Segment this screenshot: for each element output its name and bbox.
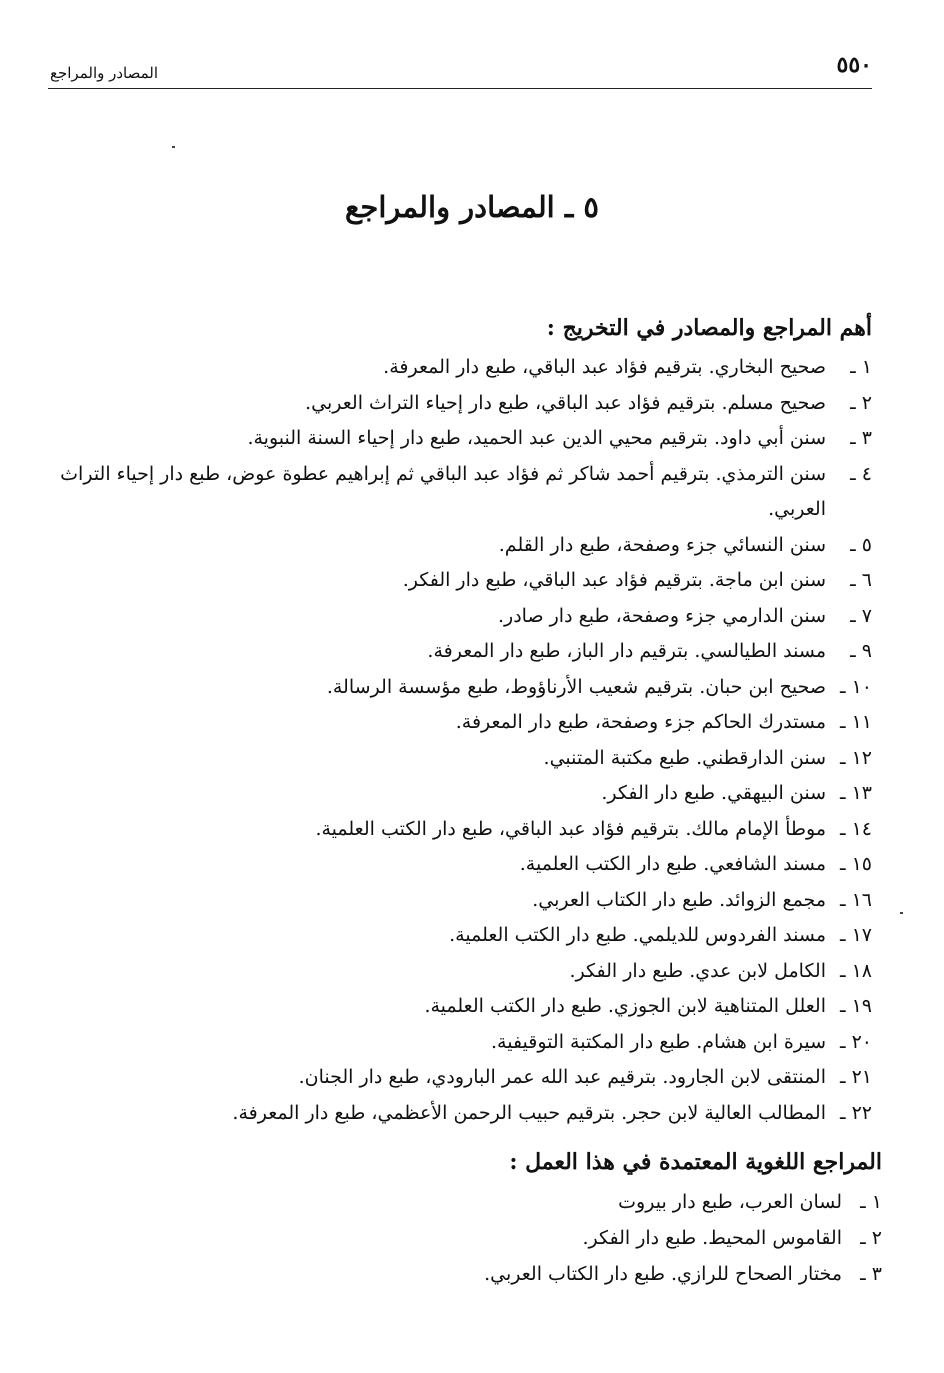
item-text: سنن الدارمي جزء وصفحة، طبع دار صادر. (497, 604, 826, 627)
page-number: ٥٥٠ (836, 52, 872, 78)
section-heading: المراجع اللغوية المعتمدة في هذا العمل : (509, 1149, 882, 1175)
list-item (50, 1220, 882, 1256)
list-item (50, 457, 872, 528)
item-text: العلل المتناهية لابن الجوزي. طبع دار الكتب العلمية. (424, 995, 826, 1017)
item-text: مسند الشافعي. طبع دار الكتب العلمية. (519, 853, 826, 875)
item-text: سيرة ابن هشام. طبع دار المكتبة التوقيفية. (490, 1030, 826, 1053)
item-number: ٢ ـ (860, 1227, 882, 1249)
item-text: موطأ الإمام مالك. بترقيم فؤاد عبد الباقي، طبع دار الكتب العلمية. (315, 817, 826, 840)
list-item (50, 1060, 872, 1096)
item-text: مختار الصحاح للرازي. طبع دار الكتاب العربي. (484, 1263, 842, 1285)
list-item (50, 812, 872, 848)
page-header (48, 48, 872, 89)
item-text: صحيح ابن حبان. بترقيم شعيب الأرناؤوط، طبع مؤسسة الرسالة. (326, 675, 826, 698)
item-number: ٩ ـ (850, 640, 872, 662)
item-text: الكامل لابن عدي. طبع دار الفكر. (569, 959, 826, 982)
item-text: مسند الطيالسي. بترقيم دار الباز، طبع دار المعرفة. (427, 640, 826, 662)
item-text: المطالب العالية لابن حجر. بترقيم حبيب الرحمن الأعظمي، طبع دار المعرفة. (232, 1101, 826, 1124)
item-number: ١١ ـ (839, 711, 872, 733)
item-number: ٣ ـ (850, 427, 872, 449)
item-text: صحيح مسلم. بترقيم فؤاد عبد الباقي، طبع دار إحياء التراث العربي. (305, 391, 826, 414)
item-number: ٤ ـ (850, 462, 872, 485)
list-item (50, 599, 872, 635)
list-item (50, 1096, 872, 1132)
scan-speck (900, 912, 903, 914)
item-number: ١٢ ـ (839, 746, 872, 769)
item-text: القاموس المحيط. طبع دار الفكر. (582, 1227, 842, 1249)
item-number: ٢ ـ (850, 391, 872, 414)
list-item (50, 883, 872, 919)
list-item (50, 847, 872, 883)
item-text: سنن الترمذي. بترقيم أحمد شاكر ثم فؤاد عبد الباقي ثم إبراهيم عطوة عوض، طبع دار إحياء التراث العربي. (60, 462, 826, 520)
item-number: ٥ ـ (850, 533, 872, 556)
list-item (50, 528, 872, 564)
item-number: ٣ ـ (860, 1263, 882, 1285)
item-text: سنن ابن ماجة. بترقيم فؤاد عبد الباقي، طبع دار الفكر. (402, 569, 826, 591)
list-item (50, 1256, 882, 1292)
item-text: مسند الفردوس للديلمي. طبع دار الكتب العلمية. (449, 924, 826, 946)
list-item (50, 421, 872, 457)
item-number: ١٤ ـ (839, 817, 872, 840)
list-item (50, 350, 872, 386)
item-text: سنن أبي داود. بترقيم محيي الدين عبد الحميد، طبع دار إحياء السنة النبوية. (247, 427, 826, 449)
list-item (50, 1025, 872, 1061)
item-number: ٢١ ـ (839, 1066, 872, 1088)
list-item (50, 634, 872, 670)
item-number: ٢٠ ـ (839, 1030, 872, 1053)
item-text: لسان العرب، طبع دار بيروت (618, 1191, 842, 1213)
item-number: ١ ـ (850, 356, 872, 378)
list-item (50, 670, 872, 706)
running-title: المصادر والمراجع (50, 64, 159, 82)
item-number: ١٣ ـ (839, 782, 872, 804)
item-number: ١٨ ـ (839, 959, 872, 982)
list-item (50, 1184, 882, 1220)
item-text: مجمع الزوائد. طبع دار الكتاب العربي. (532, 888, 826, 911)
reference-list (50, 350, 872, 1131)
item-number: ٧ ـ (850, 604, 872, 627)
list-item (50, 989, 872, 1025)
chapter-title: ٥ ـ المصادر والمراجع (344, 190, 599, 224)
reference-list (50, 1184, 882, 1292)
section-heading: أهم المراجع والمصادر في التخريج : (546, 315, 872, 341)
list-item (50, 386, 872, 422)
item-number: ١٩ ـ (839, 995, 872, 1017)
list-item (50, 776, 872, 812)
item-text: سنن النسائي جزء وصفحة، طبع دار القلم. (498, 533, 826, 556)
section-linguistic-sources (50, 1140, 882, 1292)
item-number: ١٥ ـ (839, 853, 872, 875)
item-text: المنتقى لابن الجارود. بترقيم عبد الله عمر البارودي، طبع دار الجنان. (298, 1066, 826, 1088)
list-item (50, 705, 872, 741)
item-number: ١٠ ـ (839, 675, 872, 698)
item-text: سنن الدارقطني. طبع مكتبة المتنبي. (543, 746, 826, 769)
item-number: ١٧ ـ (839, 924, 872, 946)
item-number: ١ ـ (860, 1191, 882, 1213)
list-item (50, 954, 872, 990)
list-item (50, 741, 872, 777)
item-text: صحيح البخاري. بترقيم فؤاد عبد الباقي، طبع دار المعرفة. (383, 356, 826, 378)
item-number: ٦ ـ (850, 569, 872, 591)
item-text: سنن البيهقي. طبع دار الفكر. (601, 782, 826, 804)
item-number: ٢٢ ـ (839, 1101, 872, 1124)
item-number: ١٦ ـ (839, 888, 872, 911)
item-text: مستدرك الحاكم جزء وصفحة، طبع دار المعرفة. (455, 711, 826, 733)
list-item (50, 563, 872, 599)
list-item (50, 918, 872, 954)
section-hadith-sources (50, 306, 872, 1131)
scan-speck (172, 146, 175, 148)
